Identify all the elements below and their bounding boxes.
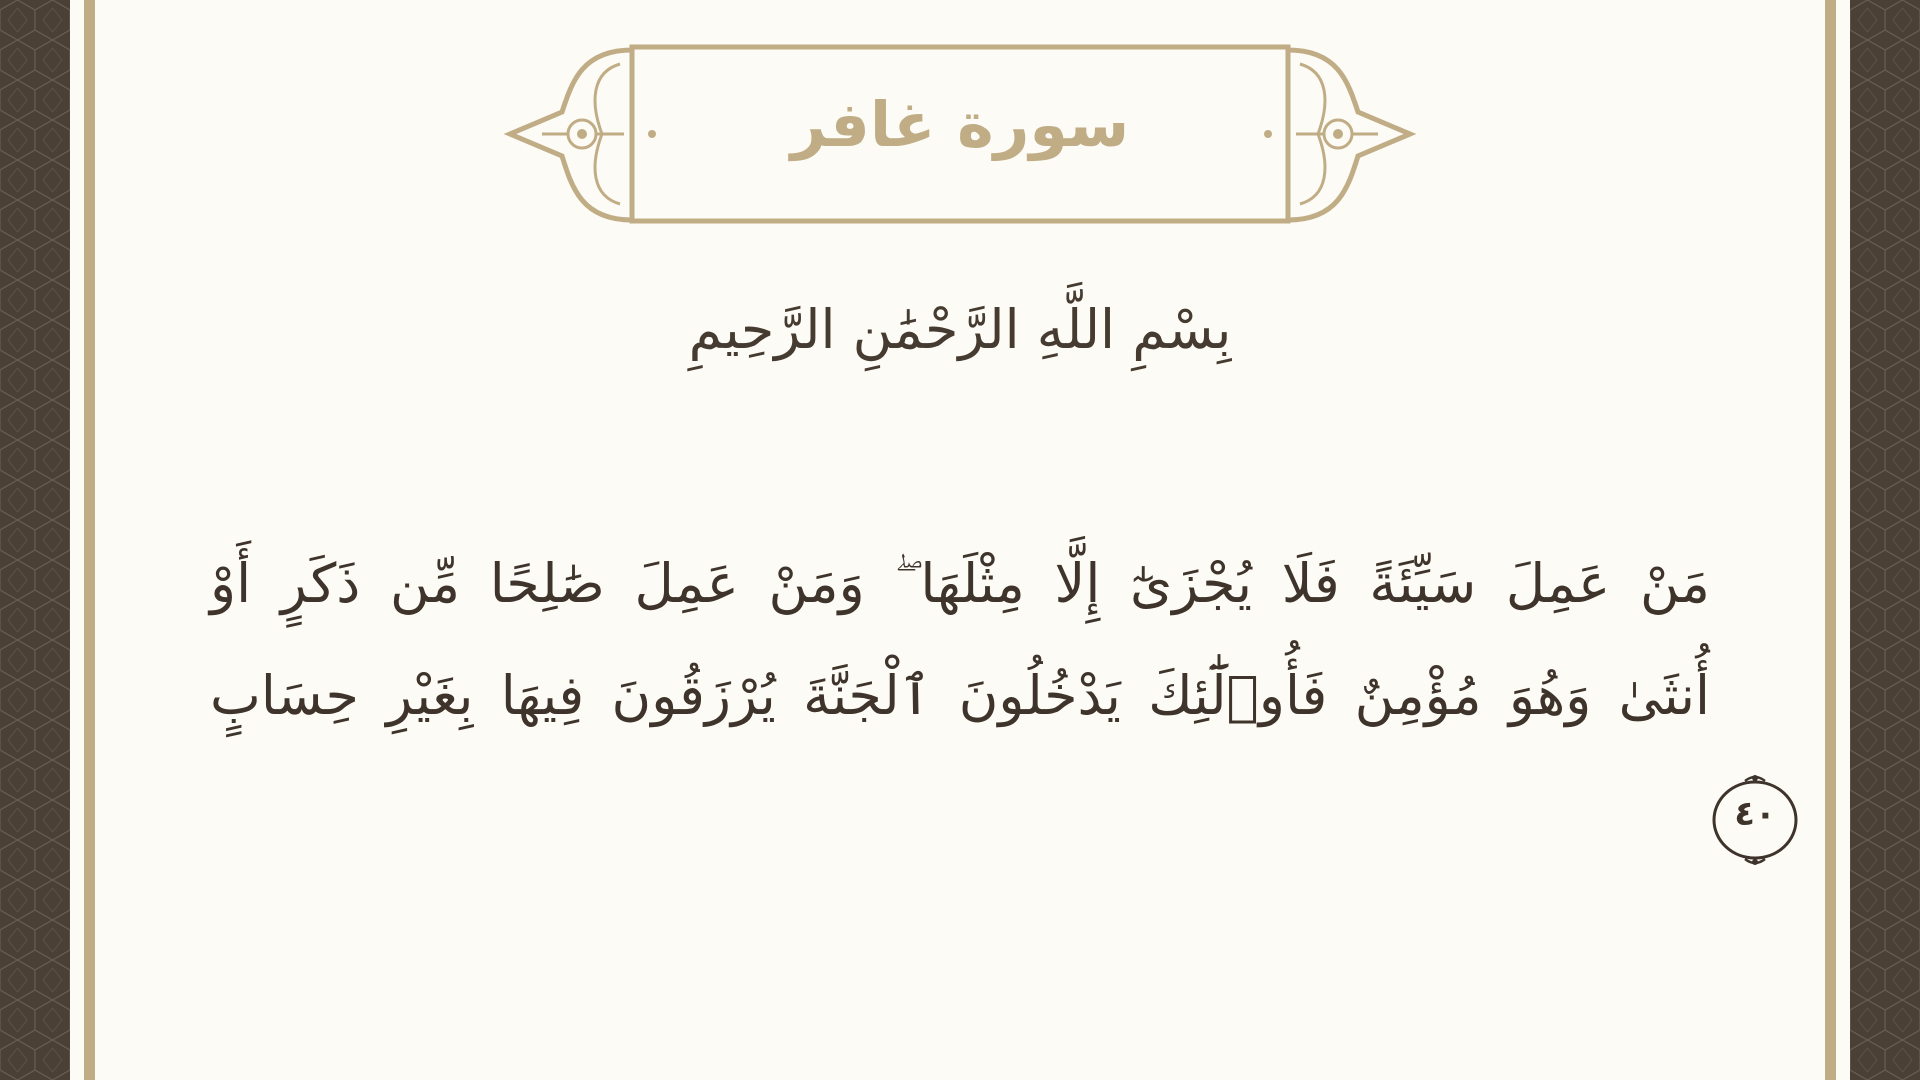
left-gold-rule — [84, 0, 95, 1080]
ayah-number: ٤٠ — [1734, 794, 1776, 834]
right-ornamental-border — [1850, 0, 1920, 1080]
verse-line-1: مَنْ عَمِلَ سَيِّئَةً فَلَا يُجْزَىٰٓ إِلَّا مِثْلَهَا ۖ وَمَنْ عَمِلَ صَٰلِحًا مِّن ذَكَرٍ أَوْ — [210, 552, 1710, 615]
right-gold-rule — [1825, 0, 1836, 1080]
left-ornamental-border — [0, 0, 70, 1080]
surah-title-frame — [502, 42, 1418, 228]
ayah-end-marker — [1710, 773, 1800, 867]
surah-title: سورة غافر — [790, 88, 1130, 161]
basmala: بِسْمِ اللَّهِ الرَّحْمَٰنِ الرَّحِيمِ — [688, 298, 1232, 361]
verse-text — [210, 528, 1710, 752]
verse-line-2: أُنثَىٰ وَهُوَ مُؤْمِنٌ فَأُو۟لَٰٓئِكَ يَدْخُلُونَ ٱلْجَنَّةَ يُرْزَقُونَ فِيهَا بِغَيْرِ حِسَابٍ — [210, 664, 1710, 727]
geometric-pattern-icon — [1850, 0, 1920, 1080]
geometric-pattern-icon — [0, 0, 70, 1080]
